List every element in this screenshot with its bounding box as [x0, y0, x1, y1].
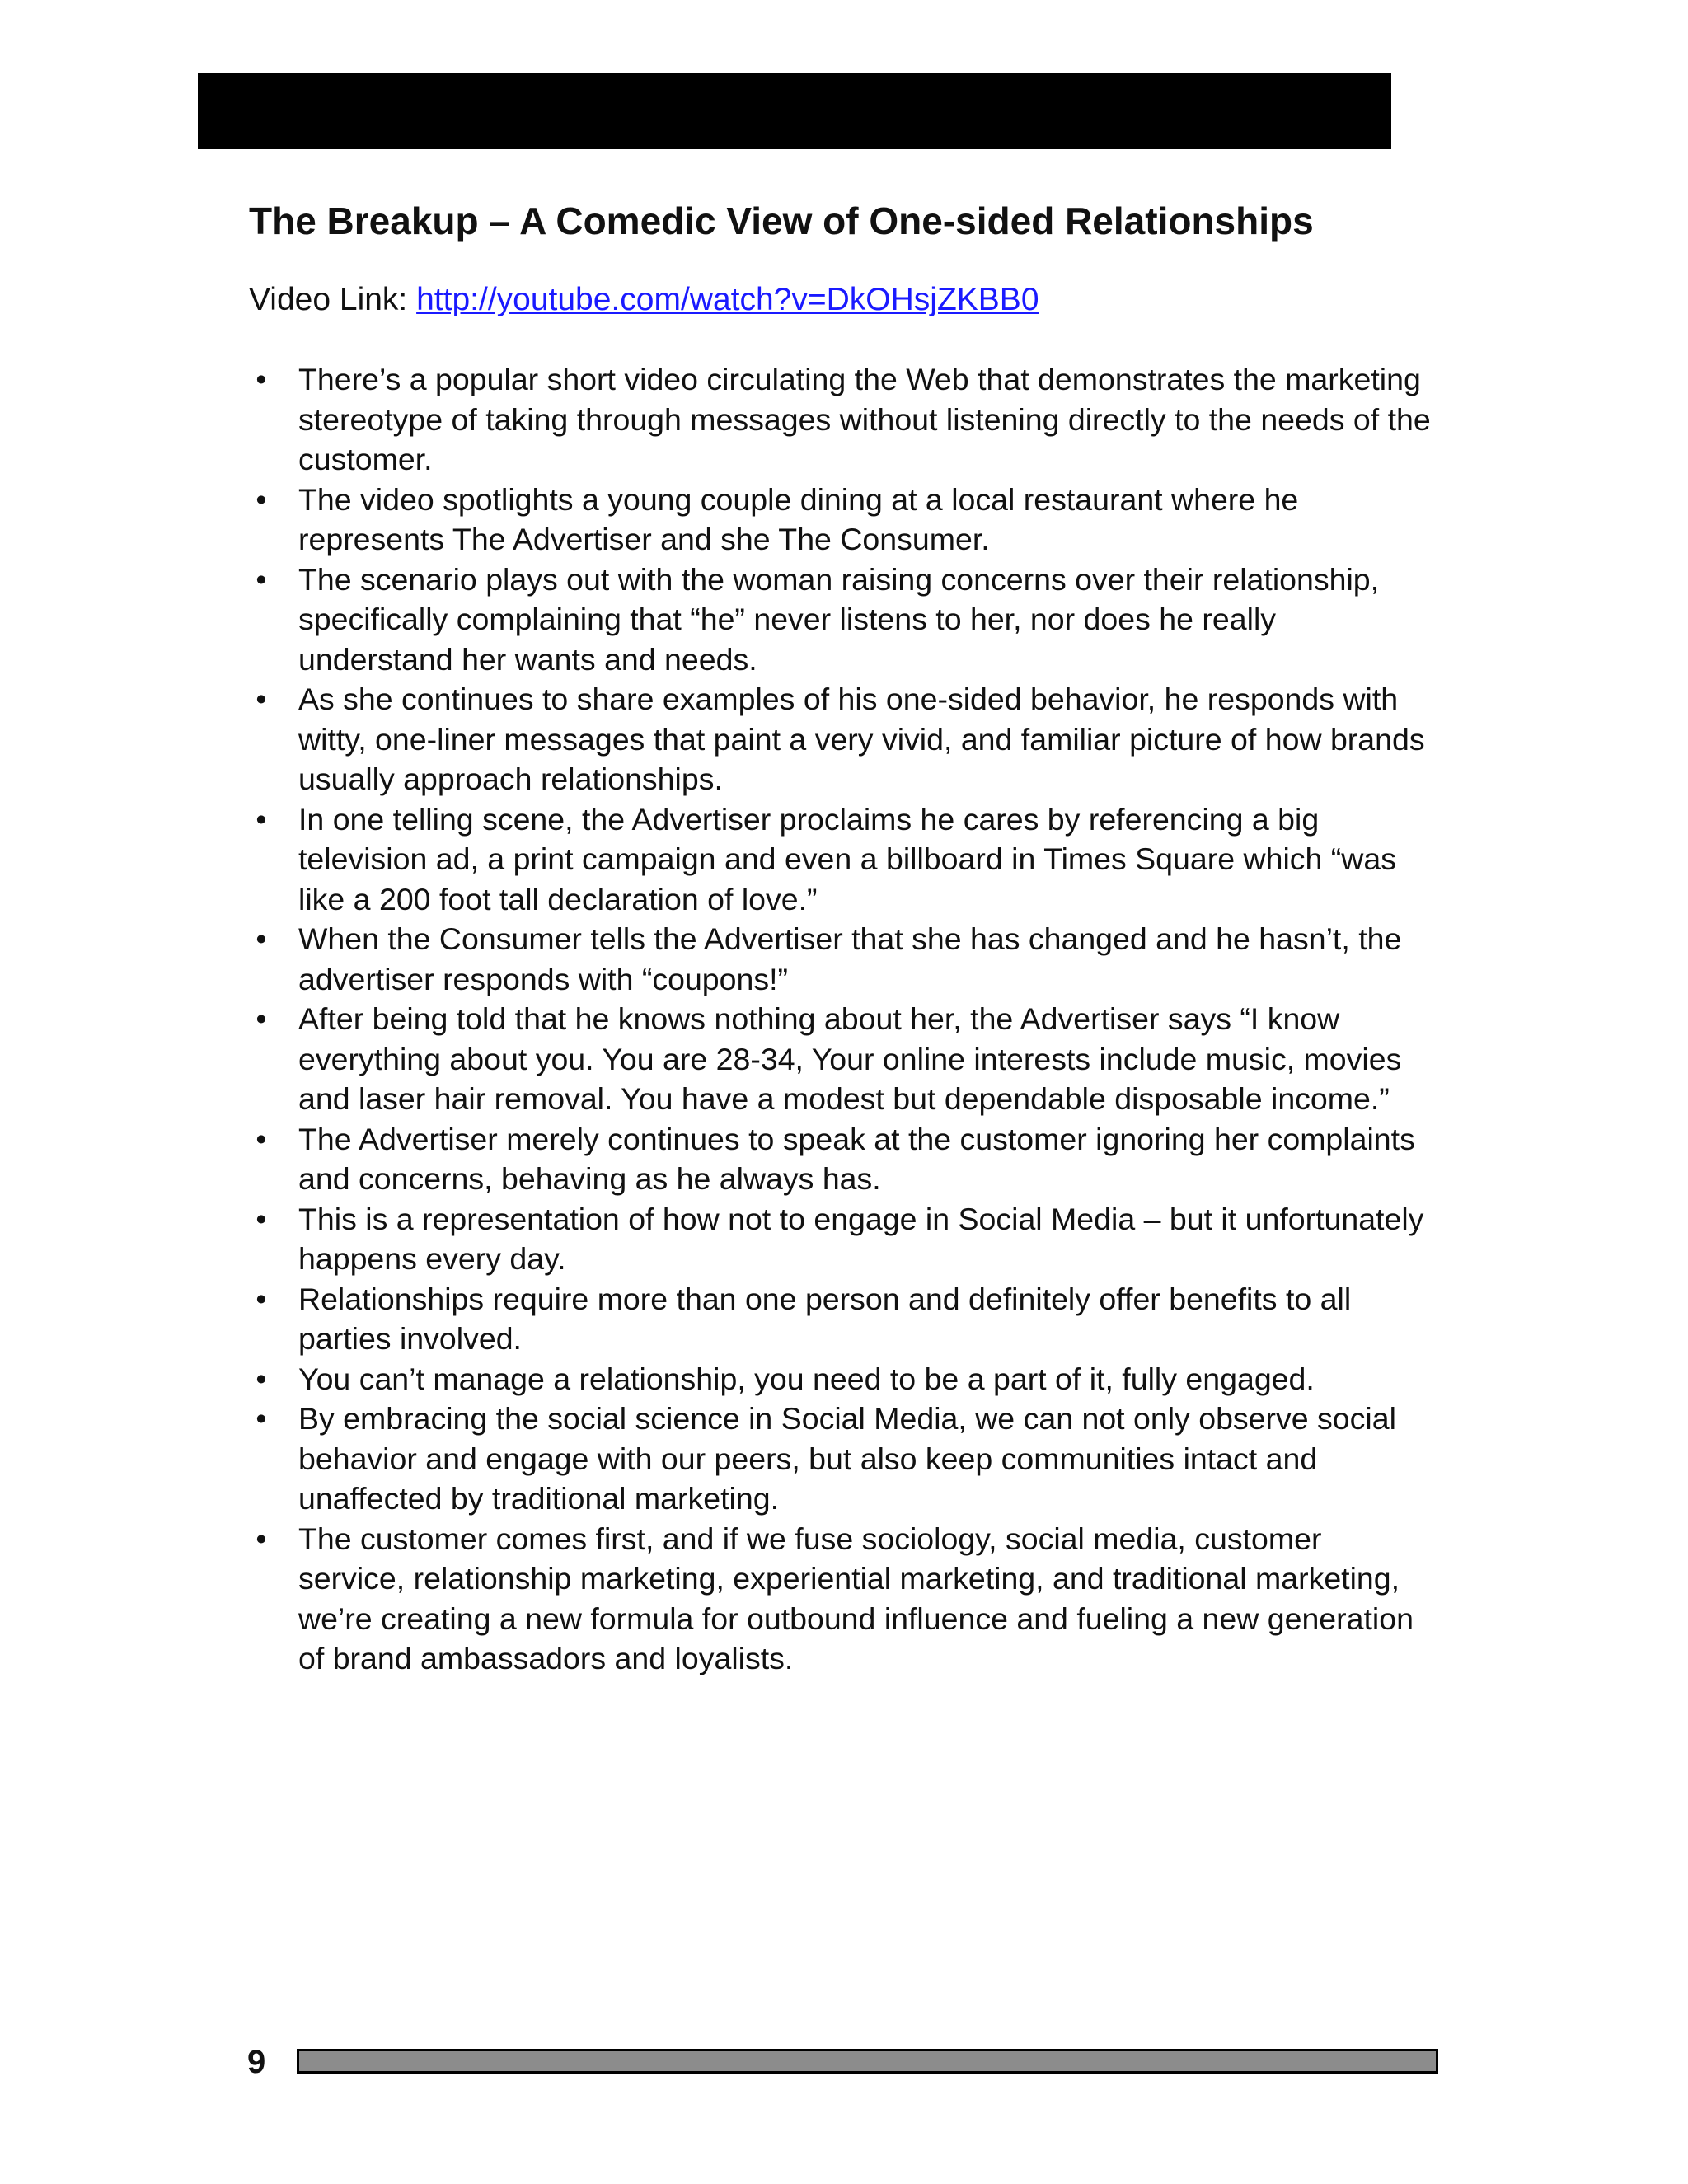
list-item-text: After being told that he knows nothing about her, the Advertiser says “I know everything about you. You are 28-34, Your online interests include music, movies and laser hair removal. You have a modest but dependable disposable income.” — [298, 1001, 1402, 1116]
list-item-text: There’s a popular short video circulating the Web that demonstrates the marketing stereotype of taking through messages without listening directly to the needs of the customer. — [298, 362, 1431, 476]
bullet-icon: • — [256, 561, 267, 597]
list-item-text: The Advertiser merely continues to speak at the customer ignoring her complaints and concerns, behaving as he always has. — [298, 1121, 1415, 1196]
video-link-line — [249, 280, 1039, 320]
list-item — [249, 560, 1436, 680]
bullet-icon: • — [256, 1521, 267, 1556]
footer-bar — [297, 2049, 1438, 2074]
bullet-icon: • — [256, 1121, 267, 1156]
list-item — [249, 1359, 1436, 1399]
bullet-icon: • — [256, 801, 267, 837]
header-bar — [198, 73, 1391, 149]
bullet-icon: • — [256, 1281, 267, 1316]
list-item — [249, 919, 1436, 999]
list-item — [249, 799, 1436, 920]
bullet-icon: • — [256, 1361, 267, 1396]
bullet-icon: • — [256, 921, 267, 956]
bullet-icon: • — [256, 1201, 267, 1236]
list-item-text: By embracing the social science in Social Media, we can not only observe social behavior and engage with our peers, but also keep communities intact and unaffected by traditional marketing. — [298, 1401, 1396, 1516]
list-item-text: This is a representation of how not to engage in Social Media – but it unfortunately happens every day. — [298, 1201, 1424, 1276]
list-item — [249, 1119, 1436, 1199]
list-item — [249, 1279, 1436, 1359]
list-item-text: The customer comes first, and if we fuse sociology, social media, customer service, relationship marketing, experiential marketing, and traditional marketing, we’re creating a new formula for outbound influence and fueling a new generation of brand ambassadors and loyalists. — [298, 1521, 1414, 1675]
list-item-text: As she continues to share examples of his one-sided behavior, he responds with witty, one-liner messages that paint a very vivid, and familiar picture of how brands usually approach relationships. — [298, 682, 1425, 796]
bullet-icon: • — [256, 1001, 267, 1036]
list-item — [249, 679, 1436, 799]
list-item — [249, 1519, 1436, 1679]
page-title: The Breakup – A Comedic View of One-sided Relationships — [249, 199, 1314, 242]
list-item-text: When the Consumer tells the Advertiser that she has changed and he hasn’t, the advertiser responds with “coupons!” — [298, 921, 1402, 996]
bullet-icon: • — [256, 682, 267, 716]
list-item — [249, 999, 1436, 1119]
page-number: 9 — [247, 2044, 266, 2080]
list-item-text: In one telling scene, the Advertiser proclaims he cares by referencing a big television ad, a print campaign and even a billboard in Times Square which “was like a 200 foot tall declaration of love.” — [298, 801, 1396, 916]
list-item-text: Relationships require more than one person and definitely offer benefits to all parties involved. — [298, 1281, 1352, 1356]
video-link-label: Video Link: — [249, 282, 417, 317]
bullet-icon: • — [256, 362, 267, 396]
list-item-text: You can’t manage a relationship, you need to be a part of it, fully engaged. — [298, 1361, 1315, 1396]
list-item — [249, 359, 1436, 480]
list-item-text: The video spotlights a young couple dining at a local restaurant where he represents The Advertiser and she The Consumer. — [298, 481, 1299, 556]
bullet-icon: • — [256, 481, 267, 517]
bullet-list — [249, 359, 1436, 1679]
list-item — [249, 480, 1436, 560]
list-item — [249, 1199, 1436, 1279]
list-item-text: The scenario plays out with the woman raising concerns over their relationship, specifically complaining that “he” never listens to her, nor does he really understand her wants and needs. — [298, 561, 1380, 677]
bullet-icon: • — [256, 1401, 267, 1436]
video-link[interactable]: http://youtube.com/watch?v=DkOHsjZKBB0 — [416, 282, 1039, 317]
list-item — [249, 1399, 1436, 1519]
